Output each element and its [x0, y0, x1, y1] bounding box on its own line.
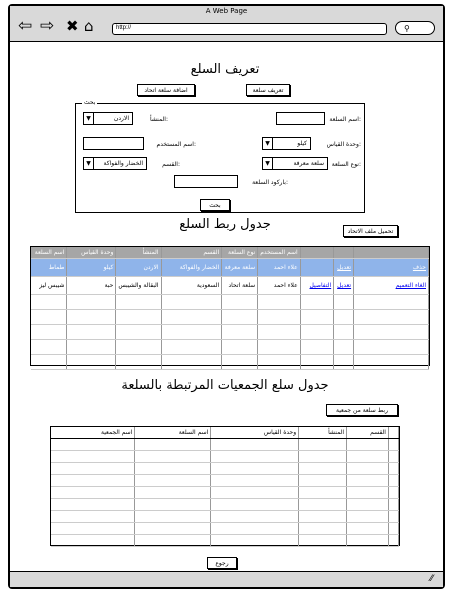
table-cell	[161, 325, 222, 340]
column-header: القسم	[347, 427, 389, 439]
table-cell	[354, 340, 429, 355]
column-header: اسم السلعة	[135, 427, 211, 439]
link-table	[30, 246, 430, 366]
table-cell	[51, 535, 135, 547]
column-header: وحدة القياس	[67, 247, 116, 259]
close-icon[interactable]: ✖	[66, 17, 79, 35]
table-cell	[211, 499, 299, 511]
table-cell	[347, 475, 389, 487]
add-union-item-button[interactable]: اضافة سلعة اتحاد	[137, 84, 195, 96]
upload-union-file-button[interactable]: تحميل ملف الاتحاد	[343, 225, 398, 237]
table-cell	[135, 535, 211, 547]
browser-status-bar	[10, 571, 443, 587]
table-row[interactable]	[51, 487, 399, 499]
table-cell	[300, 310, 333, 325]
table-cell: حبة	[67, 277, 116, 295]
table-cell	[222, 340, 258, 355]
table-cell	[211, 463, 299, 475]
table-cell	[135, 439, 211, 451]
table-cell	[388, 511, 398, 523]
table-cell	[388, 487, 398, 499]
table-cell	[347, 511, 389, 523]
table-cell	[211, 511, 299, 523]
table-cell	[116, 340, 161, 355]
table-cell	[211, 523, 299, 535]
table-cell	[161, 355, 222, 370]
table-cell	[258, 340, 300, 355]
table-row[interactable]	[31, 340, 429, 355]
link-table-title: جدول ربط السلع	[179, 217, 271, 232]
table-row[interactable]	[51, 511, 399, 523]
table-cell	[51, 451, 135, 463]
column-header: اسم السلعة	[31, 247, 67, 259]
table-cell: سلعة معرفة	[222, 259, 258, 277]
table-cell	[347, 499, 389, 511]
table-cell	[31, 340, 67, 355]
table-cell	[334, 340, 354, 355]
column-header: وحدة القياس	[211, 427, 299, 439]
user-name-input[interactable]	[83, 137, 144, 150]
table-cell	[135, 499, 211, 511]
table-cell	[299, 511, 347, 523]
table-cell	[347, 523, 389, 535]
table-row[interactable]	[31, 295, 429, 310]
table-cell	[222, 310, 258, 325]
table-cell	[116, 310, 161, 325]
table-cell: البقالة والشيبس	[116, 277, 161, 295]
table-cell	[51, 439, 135, 451]
back-arrow-icon[interactable]: ⇦	[18, 16, 33, 36]
table-cell	[51, 487, 135, 499]
table-cell	[135, 475, 211, 487]
table-cell	[300, 355, 333, 370]
table-cell	[334, 325, 354, 340]
link-from-association-button[interactable]: ربط سلعة من جمعية	[326, 404, 398, 416]
table-cell	[388, 523, 398, 535]
table-cell	[258, 295, 300, 310]
row-action-link[interactable]: الغاء التعميم	[354, 277, 429, 295]
chevron-down-icon: ▼	[84, 158, 94, 169]
table-cell	[347, 439, 389, 451]
browser-search-field[interactable]	[395, 21, 435, 35]
table-cell	[299, 499, 347, 511]
table-cell	[31, 355, 67, 370]
column-header	[388, 427, 398, 439]
table-cell	[300, 325, 333, 340]
url-field[interactable]: http://	[112, 23, 387, 35]
table-cell	[388, 451, 398, 463]
barcode-label: باركود السلعة:	[252, 179, 288, 186]
table-cell	[31, 325, 67, 340]
category-label: القسم:	[162, 161, 180, 168]
table-cell: سلعة اتحاد	[222, 277, 258, 295]
column-header: نوع السلعة	[222, 247, 258, 259]
row-action-link[interactable]: التفاصيل	[300, 277, 333, 295]
table-cell	[67, 325, 116, 340]
table-cell	[51, 499, 135, 511]
table-cell	[211, 439, 299, 451]
chevron-down-icon: ▼	[263, 138, 273, 149]
table-cell	[300, 340, 333, 355]
table-cell	[67, 295, 116, 310]
table-cell	[299, 487, 347, 499]
table-cell: علاء احمد	[258, 277, 300, 295]
chevron-down-icon: ▼	[263, 158, 273, 169]
table-cell	[300, 295, 333, 310]
table-cell	[334, 295, 354, 310]
table-cell	[388, 475, 398, 487]
row-action-link[interactable]: حذف	[354, 259, 429, 277]
table-cell	[299, 451, 347, 463]
table-cell	[347, 463, 389, 475]
search-icon: ⚲	[404, 24, 410, 33]
table-cell: السعودية	[161, 277, 222, 295]
table-cell	[161, 340, 222, 355]
category-select[interactable]: ▼ الخضار والفواكة	[83, 157, 147, 170]
row-action-link[interactable]: تعديل	[334, 277, 354, 295]
origin-select[interactable]: ▼ الاردن	[83, 112, 133, 125]
table-cell	[135, 487, 211, 499]
table-cell	[388, 463, 398, 475]
table-cell	[135, 463, 211, 475]
table-cell	[222, 355, 258, 370]
column-header	[300, 247, 333, 259]
column-header: المنشأ	[299, 427, 347, 439]
assoc-table-title: جدول سلع الجمعيات المرتبطة بالسلعة	[121, 378, 329, 393]
home-icon[interactable]: ⌂	[84, 17, 94, 35]
column-header: اسم الجمعية	[51, 427, 135, 439]
table-cell	[211, 487, 299, 499]
table-cell	[161, 295, 222, 310]
table-cell	[51, 523, 135, 535]
table-cell	[31, 295, 67, 310]
table-cell	[334, 355, 354, 370]
type-select[interactable]: ▼ سلعة معرفة	[262, 157, 328, 170]
table-cell	[299, 535, 347, 547]
table-row[interactable]	[51, 451, 399, 463]
unit-select[interactable]: ▼ كيلو	[262, 137, 311, 150]
table-cell	[211, 475, 299, 487]
table-cell: طماط	[31, 259, 67, 277]
table-row[interactable]	[51, 439, 399, 451]
table-cell	[135, 523, 211, 535]
unit-label: وحدة القياس:	[326, 141, 361, 148]
page-title: تعريف السلع	[190, 62, 260, 77]
table-cell	[347, 535, 389, 547]
column-header	[354, 247, 429, 259]
table-cell	[211, 535, 299, 547]
forward-arrow-icon[interactable]: ⇨	[40, 16, 55, 36]
table-cell	[388, 439, 398, 451]
user-name-label: اسم المستخدم:	[156, 141, 196, 148]
table-cell	[299, 523, 347, 535]
table-row[interactable]	[51, 523, 399, 535]
table-cell	[258, 355, 300, 370]
table-cell	[51, 511, 135, 523]
table-cell	[299, 475, 347, 487]
table-row[interactable]	[31, 325, 429, 340]
table-cell	[347, 451, 389, 463]
table-cell	[354, 325, 429, 340]
table-cell	[388, 499, 398, 511]
item-name-label: اسم السلعة:	[329, 116, 361, 123]
table-cell	[135, 511, 211, 523]
resize-grip-icon[interactable]: ⁄⁄	[430, 574, 434, 584]
table-cell	[67, 355, 116, 370]
search-button[interactable]: بحث	[200, 199, 230, 211]
table-cell	[135, 451, 211, 463]
table-cell: الخضار والفواكة	[161, 259, 222, 277]
column-header: المنشأ	[116, 247, 161, 259]
table-cell	[222, 295, 258, 310]
table-cell	[161, 310, 222, 325]
row-action-link[interactable]: تعديل	[334, 259, 354, 277]
table-cell	[388, 535, 398, 547]
table-row[interactable]	[51, 475, 399, 487]
table-row[interactable]	[51, 535, 399, 547]
back-button[interactable]: رجوع	[207, 557, 237, 569]
table-cell	[51, 475, 135, 487]
table-cell	[211, 451, 299, 463]
table-cell: كيلو	[67, 259, 116, 277]
table-cell	[300, 259, 333, 277]
origin-label: المنشأ:	[150, 116, 168, 123]
column-header: اسم المستخدم	[258, 247, 300, 259]
table-cell	[51, 463, 135, 475]
table-cell	[258, 310, 300, 325]
barcode-input[interactable]	[174, 175, 238, 188]
table-cell	[299, 463, 347, 475]
table-header-row	[31, 247, 429, 259]
table-cell	[258, 325, 300, 340]
table-row[interactable]	[31, 355, 429, 370]
table-cell	[67, 310, 116, 325]
search-legend: بحث	[84, 99, 96, 106]
table-row[interactable]	[31, 259, 429, 277]
table-cell	[67, 340, 116, 355]
item-name-input[interactable]	[276, 112, 325, 125]
column-header: القسم	[161, 247, 222, 259]
table-cell	[334, 310, 354, 325]
table-cell	[222, 325, 258, 340]
table-cell	[116, 295, 161, 310]
chevron-down-icon: ▼	[84, 113, 94, 124]
table-row[interactable]	[31, 310, 429, 325]
table-cell	[116, 355, 161, 370]
table-cell	[31, 310, 67, 325]
assoc-table	[50, 426, 400, 546]
table-header-row	[51, 427, 399, 439]
table-cell	[354, 310, 429, 325]
table-cell	[347, 487, 389, 499]
window-title: A Web Page	[205, 7, 248, 15]
table-row[interactable]	[51, 463, 399, 475]
column-header	[334, 247, 354, 259]
table-row[interactable]	[51, 499, 399, 511]
table-cell	[299, 439, 347, 451]
table-row[interactable]	[31, 277, 429, 295]
table-cell	[116, 325, 161, 340]
table-cell: شيبس ليز	[31, 277, 67, 295]
table-cell: الاردن	[116, 259, 161, 277]
type-label: نوع السلعة:	[331, 161, 361, 168]
define-item-button[interactable]: تعريف سلعة	[246, 84, 290, 96]
table-cell	[354, 355, 429, 370]
table-cell: علاء احمد	[258, 259, 300, 277]
table-cell	[354, 295, 429, 310]
